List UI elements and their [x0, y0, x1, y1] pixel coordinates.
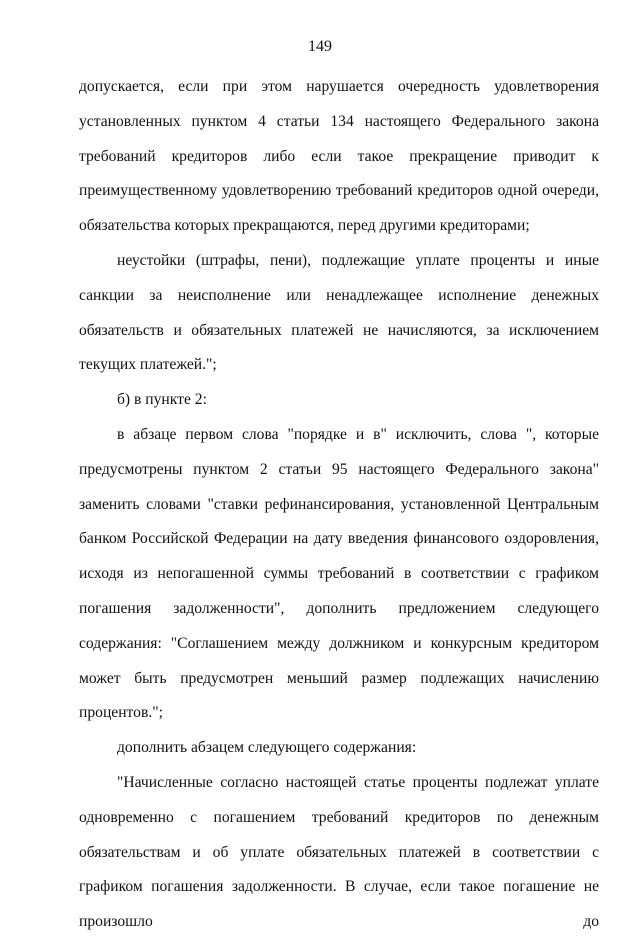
page-number: 149	[308, 38, 332, 55]
paragraph-6: "Начисленные согласно настоящей статье проценты подлежат уплате одновременно с погашением требований кредиторов по денежным обязательствам и об уплате обязательных платежей в соответствии с графиком погашения задолженности. В случае, если такое погашение не произошло до	[79, 773, 599, 931]
document-body	[79, 70, 599, 940]
paragraph-2: неустойки (штрафы, пени), подлежащие уплате проценты и иные санкции за неисполнение или ненадлежащее исполнение денежных обязательств и обязательных платежей не начисляются, за исключением текущих платежей.";	[79, 251, 599, 374]
paragraph-3: б) в пункте 2:	[117, 391, 207, 409]
paragraph-4: в абзаце первом слова "порядке и в" исключить, слова ", которые предусмотрены пунктом 2 статьи 95 настоящего Федерального закона" заменить словами "ставки рефинансирования, установленной Центральным банком Российской Федерации на дату введения финансового оздоровления, исходя из непогашенной суммы требований в соответствии с графиком погашения задолженности", дополнить предложением следующего содержания: "Соглашением между должником и конкурсным кредитором может быть предусмотрен меньший размер подлежащих начислению процентов.";	[79, 425, 599, 722]
paragraph-1: допускается, если при этом нарушается очередность удовлетворения установленных пунктом 4 статьи 134 настоящего Федерального закона требований кредиторов либо если такое прекращение приводит к преимущественному удовлетворению требований кредиторов одной очереди, обязательства которых прекращаются, перед другими кредиторами;	[79, 78, 599, 235]
paragraph-5: дополнить абзацем следующего содержания:	[117, 739, 417, 757]
